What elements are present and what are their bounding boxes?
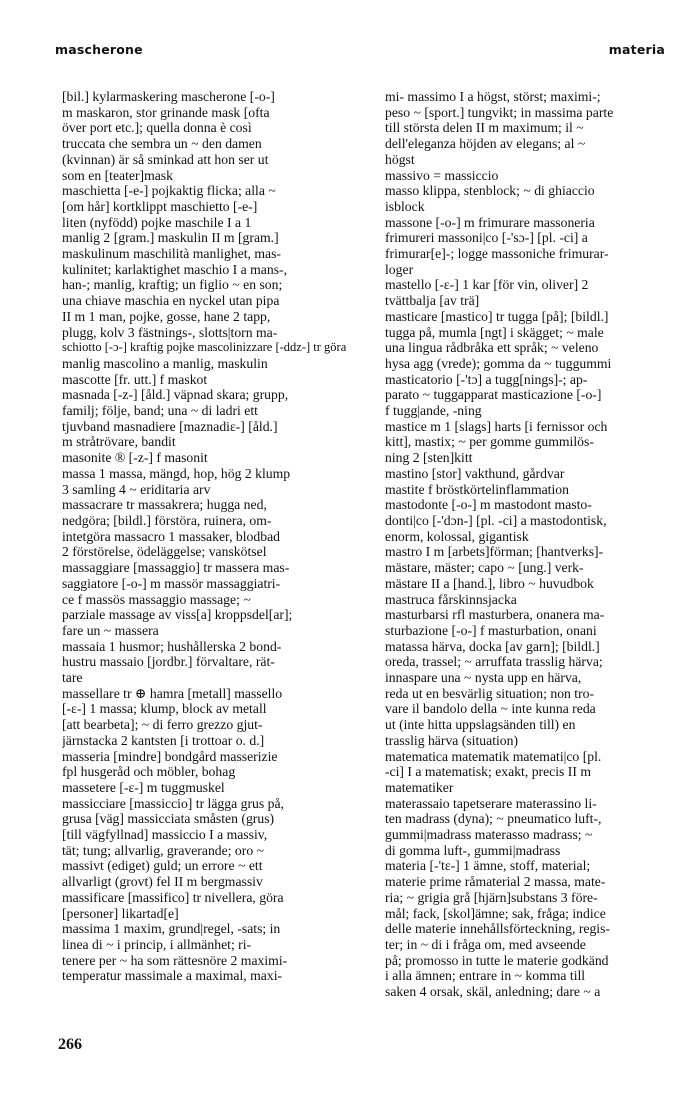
dictionary-line: han-; manlig, kraftig; un figlio ~ en son; [62,277,283,293]
dictionary-line: m maskaron, stor grinande mask [ofta [62,104,270,120]
dictionary-line: [att bearbeta]; ~ di ferro grezzo gjut- [62,717,263,733]
dictionary-line: i alla ämnen; entrare in ~ komma till [385,968,586,984]
dictionary-line: una lingua rådbråka ett språk; ~ veleno [385,340,599,356]
dictionary-line: grusa [väg] massicciata småsten (grus) [62,811,275,827]
dictionary-line: masseria [mindre] bondgård masserizie [62,748,278,764]
dictionary-line: [personer] likartad[e] [62,905,179,921]
dictionary-line: parziale massage av viss[a] kroppsdel[ar]; [62,607,293,623]
dictionary-line: mastite f bröstkörtelinflammation [385,481,569,497]
dictionary-line: mastello [-ɛ-] 1 kar [för vin, oliver] 2 [385,277,589,293]
dictionary-line: [bil.] kylarmaskering mascherone [-o-] [62,89,275,104]
dictionary-line: familj; följe, band; una ~ di ladri ett [62,403,258,419]
dictionary-line: på; promosso in tutte le materie godkänd [385,952,609,968]
dictionary-line: massivo = massiccio [385,167,499,183]
dictionary-line: masticatorio [-'tɔ] a tugg[nings]-; ap- [385,371,588,387]
dictionary-line: massificare [massifico] tr nivellera, göra [62,889,284,905]
dictionary-line: (kvinnan) är så sminkad att hon ser ut [62,151,269,167]
dictionary-line: masonite ® [-z-] f masonit [62,450,208,466]
dictionary-line: mästare, mäster; capo ~ [ung.] verk- [385,560,584,576]
dictionary-line: schiotto [-ɔ-] kraftig pojke mascolinizzare [-ddz-] tr göra [62,340,346,355]
dictionary-line: ten madrass (dyna); ~ pneumatico luft-, [385,811,602,827]
dictionary-line: ut (inte hitta uppslagsänden till) en [385,717,576,733]
dictionary-line: hustru massaio [jordbr.] förvaltare, rät- [62,654,275,670]
dictionary-line: II m 1 man, pojke, gosse, hane 2 tapp, [62,308,271,324]
dictionary-line: massicciare [massiccio] tr lägga grus på, [62,795,284,811]
dictionary-line: parato ~ tuggapparat masticazione [-o-] [385,387,602,403]
dictionary-line: masso klippa, stenblock; ~ di ghiaccio [385,183,595,199]
dictionary-line: intetgöra massacro 1 massaker, blodbad [62,528,281,544]
dictionary-line: gummi|madrass materasso madrass; ~ [385,827,593,843]
dictionary-line: oreda, trassel; ~ arruffata trasslig härva; [385,654,603,670]
dictionary-line: massaia 1 husmor; hushållerska 2 bond- [62,638,282,654]
dictionary-line: ce f massös massaggio massage; ~ [62,591,251,607]
dictionary-line: kulinitet; karlaktighet maschio I a mans-, [62,261,288,277]
dictionary-line: massone [-o-] m frimurare massoneria [385,214,595,230]
dictionary-line: 2 förstörelse, ödeläggelse; vanskötsel [62,544,267,560]
dictionary-line: isblock [385,198,425,214]
page-number: 266 [58,1036,82,1053]
dictionary-line: di gomma luft-, gummi|madrass [385,842,561,858]
dictionary-line: [till vägfyllnad] massiccio I a massiv, [62,827,268,843]
dictionary-line: vare il bandolo della ~ inte kunna reda [385,701,596,717]
dictionary-line: fpl husgeråd och möbler, bohag [62,764,236,780]
dictionary-line: sturbazione [-o-] f masturbation, onani [385,622,597,638]
dictionary-line: massellare tr ⊕ hamra [metall] massello [62,685,283,701]
dictionary-line: materassaio tapetserare materassino li- [385,795,597,811]
dictionary-line: innaspare una ~ nysta upp en härva, [385,670,582,686]
dictionary-line: donti|co [-'dɔn-] [pl. -ci] a mastodontisk, [385,512,607,528]
dictionary-line: plugg, kolv 3 fästnings-, slotts|torn ma- [62,324,278,340]
dictionary-line: materia [-'tɛ-] 1 ämne, stoff, material; [385,858,591,874]
dictionary-line: ter; in ~ di i fråga om, med avseende [385,936,586,952]
dictionary-line: högst [385,151,415,167]
dictionary-line: delle materie innehållsförteckning, regis- [385,921,610,937]
dictionary-line: -ci] I a matematisk; exakt, precis II m [385,764,591,780]
dictionary-line: [-ɛ-] 1 massa; klump, block av metall [62,701,267,717]
dictionary-line: tät; tung; allvarlig, graverande; oro ~ [62,842,265,858]
dictionary-line: mastro I m [arbets]förman; [hantverks]- [385,544,604,560]
dictionary-line: massivt (ediget) guld; un errore ~ ett [62,858,263,874]
dictionary-line: över port etc.]; quella donna è così [62,120,252,136]
dictionary-line: järnstacka 2 kantsten [i trottoar o. d.] [62,732,265,748]
dictionary-line: hysa agg (vrede); gomma da ~ tuggummi [385,355,612,371]
dictionary-line: till största delen II m maximum; il ~ [385,120,584,136]
dictionary-line: massaggiare [massaggio] tr massera mas- [62,560,290,576]
dictionary-line: matematica matematik matemati|co [pl. [385,748,602,764]
dictionary-line: frimureri massoni|co [-'sɔ-] [pl. -ci] a [385,230,588,246]
dictionary-line: mastino [stor] vakthund, gårdvar [385,465,565,481]
dictionary-line: masnada [-z-] [åld.] väpnad skara; grupp, [62,387,289,403]
dictionary-line: kitt], mastix; ~ per gomme gummilös- [385,434,594,450]
dictionary-line: massacrare tr massakrera; hugga ned, [62,497,267,513]
dictionary-line: tugga på, mumla [ngt] i skägget; ~ male [385,324,604,340]
dictionary-line: massima 1 maxim, grund|regel, -sats; in [62,921,281,937]
dictionary-line: matematiker [385,779,454,795]
dictionary-line: manlig 2 [gram.] maskulin II m [gram.] [62,230,279,246]
dictionary-line: saken 4 orsak, skäl, anledning; dare ~ a [385,984,601,1000]
dictionary-line: f tugg|ande, -ning [385,403,482,419]
dictionary-line: linea di ~ i princip, i allmänhet; ri- [62,936,252,952]
dictionary-line: dell'eleganza höjden av elegans; al ~ [385,136,586,152]
dictionary-line: massa 1 massa, mängd, hop, hög 2 klump [62,465,291,481]
dictionary-line: mastice m 1 [slags] harts [i fernissor och [385,418,608,434]
dictionary-line: masticare [mastico] tr tugga [på]; [bildl.] [385,308,609,324]
dictionary-line: massetere [-ɛ-] m tuggmuskel [62,779,225,795]
dictionary-line: liten (nyfödd) pojke maschile I a 1 [62,214,252,230]
dictionary-line: tare [62,670,83,686]
dictionary-line: ning 2 [sten]kitt [385,450,473,466]
dictionary-line: truccata che sembra un ~ den damen [62,136,262,152]
dictionary-line: reda ut en besvärlig situation; non tro- [385,685,595,701]
dictionary-line: manlig mascolino a manlig, maskulin [62,355,268,371]
right-column [385,89,668,1000]
dictionary-line: masturbarsi rfl masturbera, onanera ma- [385,607,605,623]
dictionary-line: m stråtrövare, bandit [62,434,176,450]
dictionary-line: mastodonte [-o-] m mastodont masto- [385,497,592,513]
dictionary-line: mästare II a [hand.], libro ~ huvudbok [385,575,594,591]
dictionary-line: loger [385,261,414,277]
left-column [62,89,346,984]
dictionary-line: mascotte [fr. utt.] f maskot [62,371,208,387]
dictionary-line: tjuvband masnadiere [maznadiɛ-] [åld.] [62,418,278,434]
dictionary-line: frimurar[e]-; logge massoniche frimurar- [385,246,609,262]
dictionary-line: maskulinum maschilità manlighet, mas- [62,246,281,262]
dictionary-line: tvättbalja [av trä] [385,293,480,309]
dictionary-line: una chiave maschia en nyckel utan pipa [62,293,280,309]
dictionary-line: allvarligt (grovt) fel II m bergmassiv [62,874,263,890]
dictionary-line: mastruca fårskinnsjacka [385,591,517,607]
dictionary-line: [om hår] kortklippt maschietto [-e-] [62,198,258,214]
dictionary-line: nedgöra; [bildl.] förstöra, ruinera, om- [62,512,272,528]
dictionary-line: saggiatore [-o-] m massör massaggiatri- [62,575,281,591]
running-header-left: mascherone [55,42,143,57]
dictionary-line: mål; fack, [skol]ämne; sak, fråga; indice [385,905,606,921]
dictionary-line: fare un ~ massera [62,622,159,638]
dictionary-line: peso ~ [sport.] tungvikt; in massima parte [385,104,614,120]
dictionary-line: materie prime råmaterial 2 massa, mate- [385,874,606,890]
dictionary-line: trasslig härva (situation) [385,732,519,748]
dictionary-line: temperatur massimale a maximal, maxi- [62,968,283,984]
dictionary-line: ria; ~ grigia grå [hjärn]substans 3 före- [385,889,598,905]
dictionary-line: matassa härva, docka [av garn]; [bildl.] [385,638,600,654]
dictionary-line: som en [teater]mask [62,167,173,183]
dictionary-line: tenere per ~ ha som rättesnöre 2 maximi- [62,952,288,968]
dictionary-line: 3 samling 4 ~ eriditaria arv [62,481,211,497]
dictionary-line: mi- massimo I a högst, störst; maximi-; [385,89,601,104]
dictionary-line: enorm, kolossal, gigantisk [385,528,529,544]
running-header-right: materia [608,42,665,57]
dictionary-line: maschietta [-e-] pojkaktig flicka; alla ~ [62,183,276,199]
